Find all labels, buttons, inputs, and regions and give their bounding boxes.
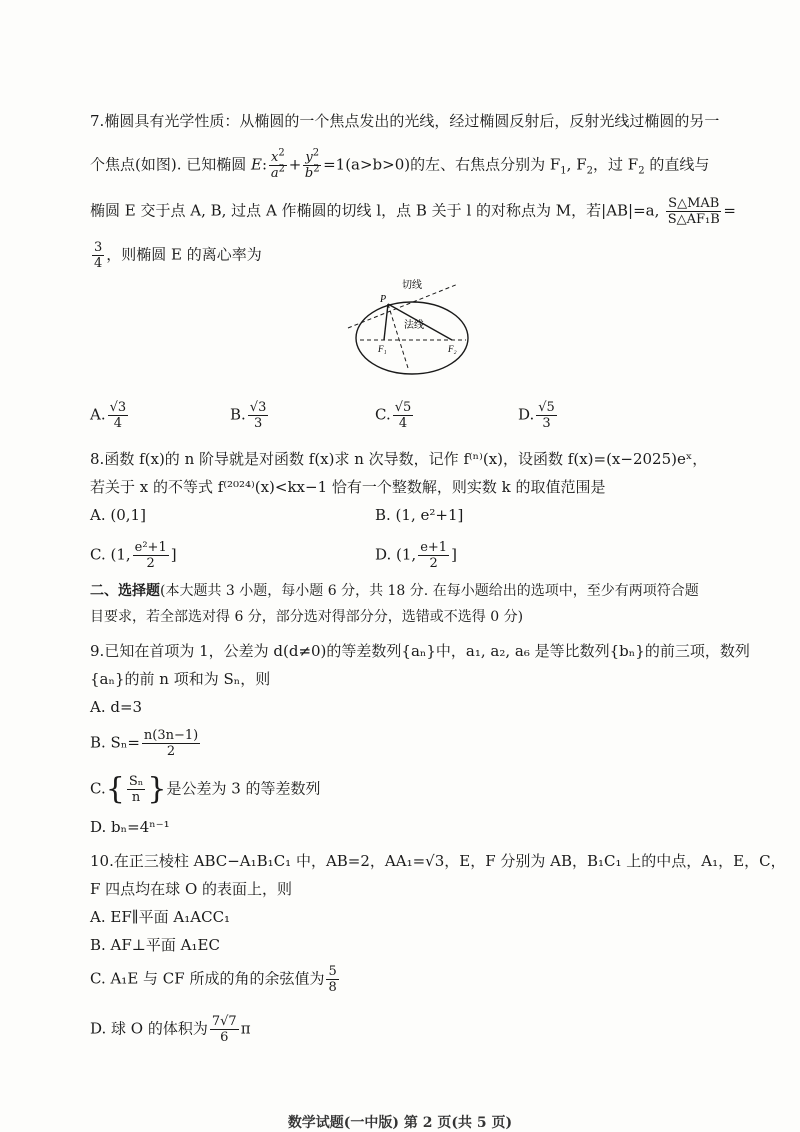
ray-pf1 — [384, 304, 388, 340]
area-ratio: $\frac{\text{S△MAB}}{\text{S△AF₁B}}$ — [667, 196, 720, 227]
q8-option-d[interactable]: D. (1, $\frac{e+1}{2}$ ] — [375, 540, 457, 571]
q10-line-2: F 四点均在球 O 的表面上，则 — [90, 880, 293, 898]
q9-line-1: 9.已知在首项为 1，公差为 d(d≠0)的等差数列{aₙ}中，a₁, a₂, a₆ 是等比数列{bₙ}的前三项，数列 — [90, 642, 750, 660]
ellipse-curve — [356, 302, 468, 374]
q8-option-a[interactable]: A. (0,1] — [90, 506, 146, 524]
ellipse-reflection-figure — [340, 272, 480, 384]
f1-label: F₁ — [378, 344, 387, 354]
normal-label: 法线 — [404, 320, 424, 331]
q10-line-1: 10.在正三棱柱 ABC−A₁B₁C₁ 中，AB=2，AA₁=√3，E，F 分别为 AB，B₁C₁ 上的中点，A₁，E，C， — [90, 852, 786, 870]
q7-line-4: $\frac{3}{4}$ ，则椭圆 E 的离心率为 — [94, 240, 262, 271]
q7-option-d[interactable]: D. $\frac{√5}{3}$ — [518, 400, 555, 431]
q7-option-a[interactable]: A. $\frac{√3}{4}$ — [90, 400, 127, 431]
page-footer: 数学试题(一中版) 第 2 页(共 5 页) — [287, 1115, 513, 1131]
ellipse-y-term: $\frac{y^2}{b^2}$ — [304, 147, 320, 181]
f2-label: F₂ — [448, 344, 457, 354]
q7-line-2: 个焦点(如图). 已知椭圆 E: $\frac{x^2}{a^2}$ + $\frac{y^2}{b^2}$ =1(a>b>0)的左、右焦点分别为 $F_1$, $F_2$，过 $F_2$ 的直线与 — [90, 147, 710, 181]
tangent-label: 切线 — [402, 280, 422, 291]
q7-option-c[interactable]: C. $\frac{√5}{4}$ — [375, 400, 412, 431]
q7-line-1: 7.椭圆具有光学性质：从椭圆的一个焦点发出的光线，经过椭圆反射后，反射光线过椭圆的另一 — [90, 112, 720, 130]
q9-option-d[interactable]: D. bₙ=4ⁿ⁻¹ — [90, 818, 170, 836]
q9-line-2: {aₙ}的前 n 项和为 Sₙ，则 — [90, 670, 271, 688]
q8-line-1: 8.函数 f(x)的 n 阶导就是对函数 f(x)求 n 次导数，记作 f⁽ⁿ⁾(x)，设函数 f(x)=(x−2025)eˣ， — [90, 450, 708, 468]
section-2-header-line-2: 目要求，若全部选对得 6 分，部分选对得部分分，选错或不选得 0 分) — [90, 609, 524, 625]
q9-option-a[interactable]: A. d=3 — [90, 698, 143, 716]
q9-option-c[interactable]: C.{ $\frac{\text{Sₙ}}{n}$ }是公差为 3 的等差数列 — [90, 771, 321, 807]
q7-line-3: 椭圆 E 交于点 A, B, 过点 A 作椭圆的切线 l，点 B 关于 l 的对称点为 M，若|AB|=a, $\frac{\text{S△MAB}}{\text{S△AF₁B}}$ = — [90, 196, 736, 227]
q10-option-d[interactable]: D. 球 O 的体积为 $\frac{7√7}{6}$ π — [90, 1014, 251, 1045]
section-2-header: 二、选择题(本大题共 3 小题，每小题 6 分，共 18 分. 在每小题给出的选项中，至少有两项符合题 — [90, 583, 699, 599]
q7-option-b[interactable]: B. $\frac{√3}{3}$ — [230, 400, 267, 431]
q10-option-a[interactable]: A. EF∥平面 A₁ACC₁ — [90, 908, 231, 926]
point-p-label: P — [380, 294, 387, 305]
q9-option-b[interactable]: B. Sₙ= $\frac{n(3n-1)}{2}$ — [90, 728, 199, 759]
ellipse-x-term: $\frac{x^2}{a^2}$ — [270, 147, 285, 181]
q10-option-b[interactable]: B. AF⊥平面 A₁EC — [90, 936, 220, 954]
q8-line-2: 若关于 x 的不等式 f⁽²⁰²⁴⁾(x)<kx−1 恰有一个整数解，则实数 k 的取值范围是 — [90, 478, 606, 496]
q8-option-b[interactable]: B. (1, e²+1] — [375, 506, 464, 524]
ratio-value: $\frac{3}{4}$ — [94, 240, 103, 271]
q10-option-c[interactable]: C. A₁E 与 CF 所成的角的余弦值为 $\frac{5}{8}$ — [90, 964, 337, 995]
q8-option-c[interactable]: C. (1, $\frac{\text{e²+1}}{2}$ ] — [90, 540, 177, 571]
